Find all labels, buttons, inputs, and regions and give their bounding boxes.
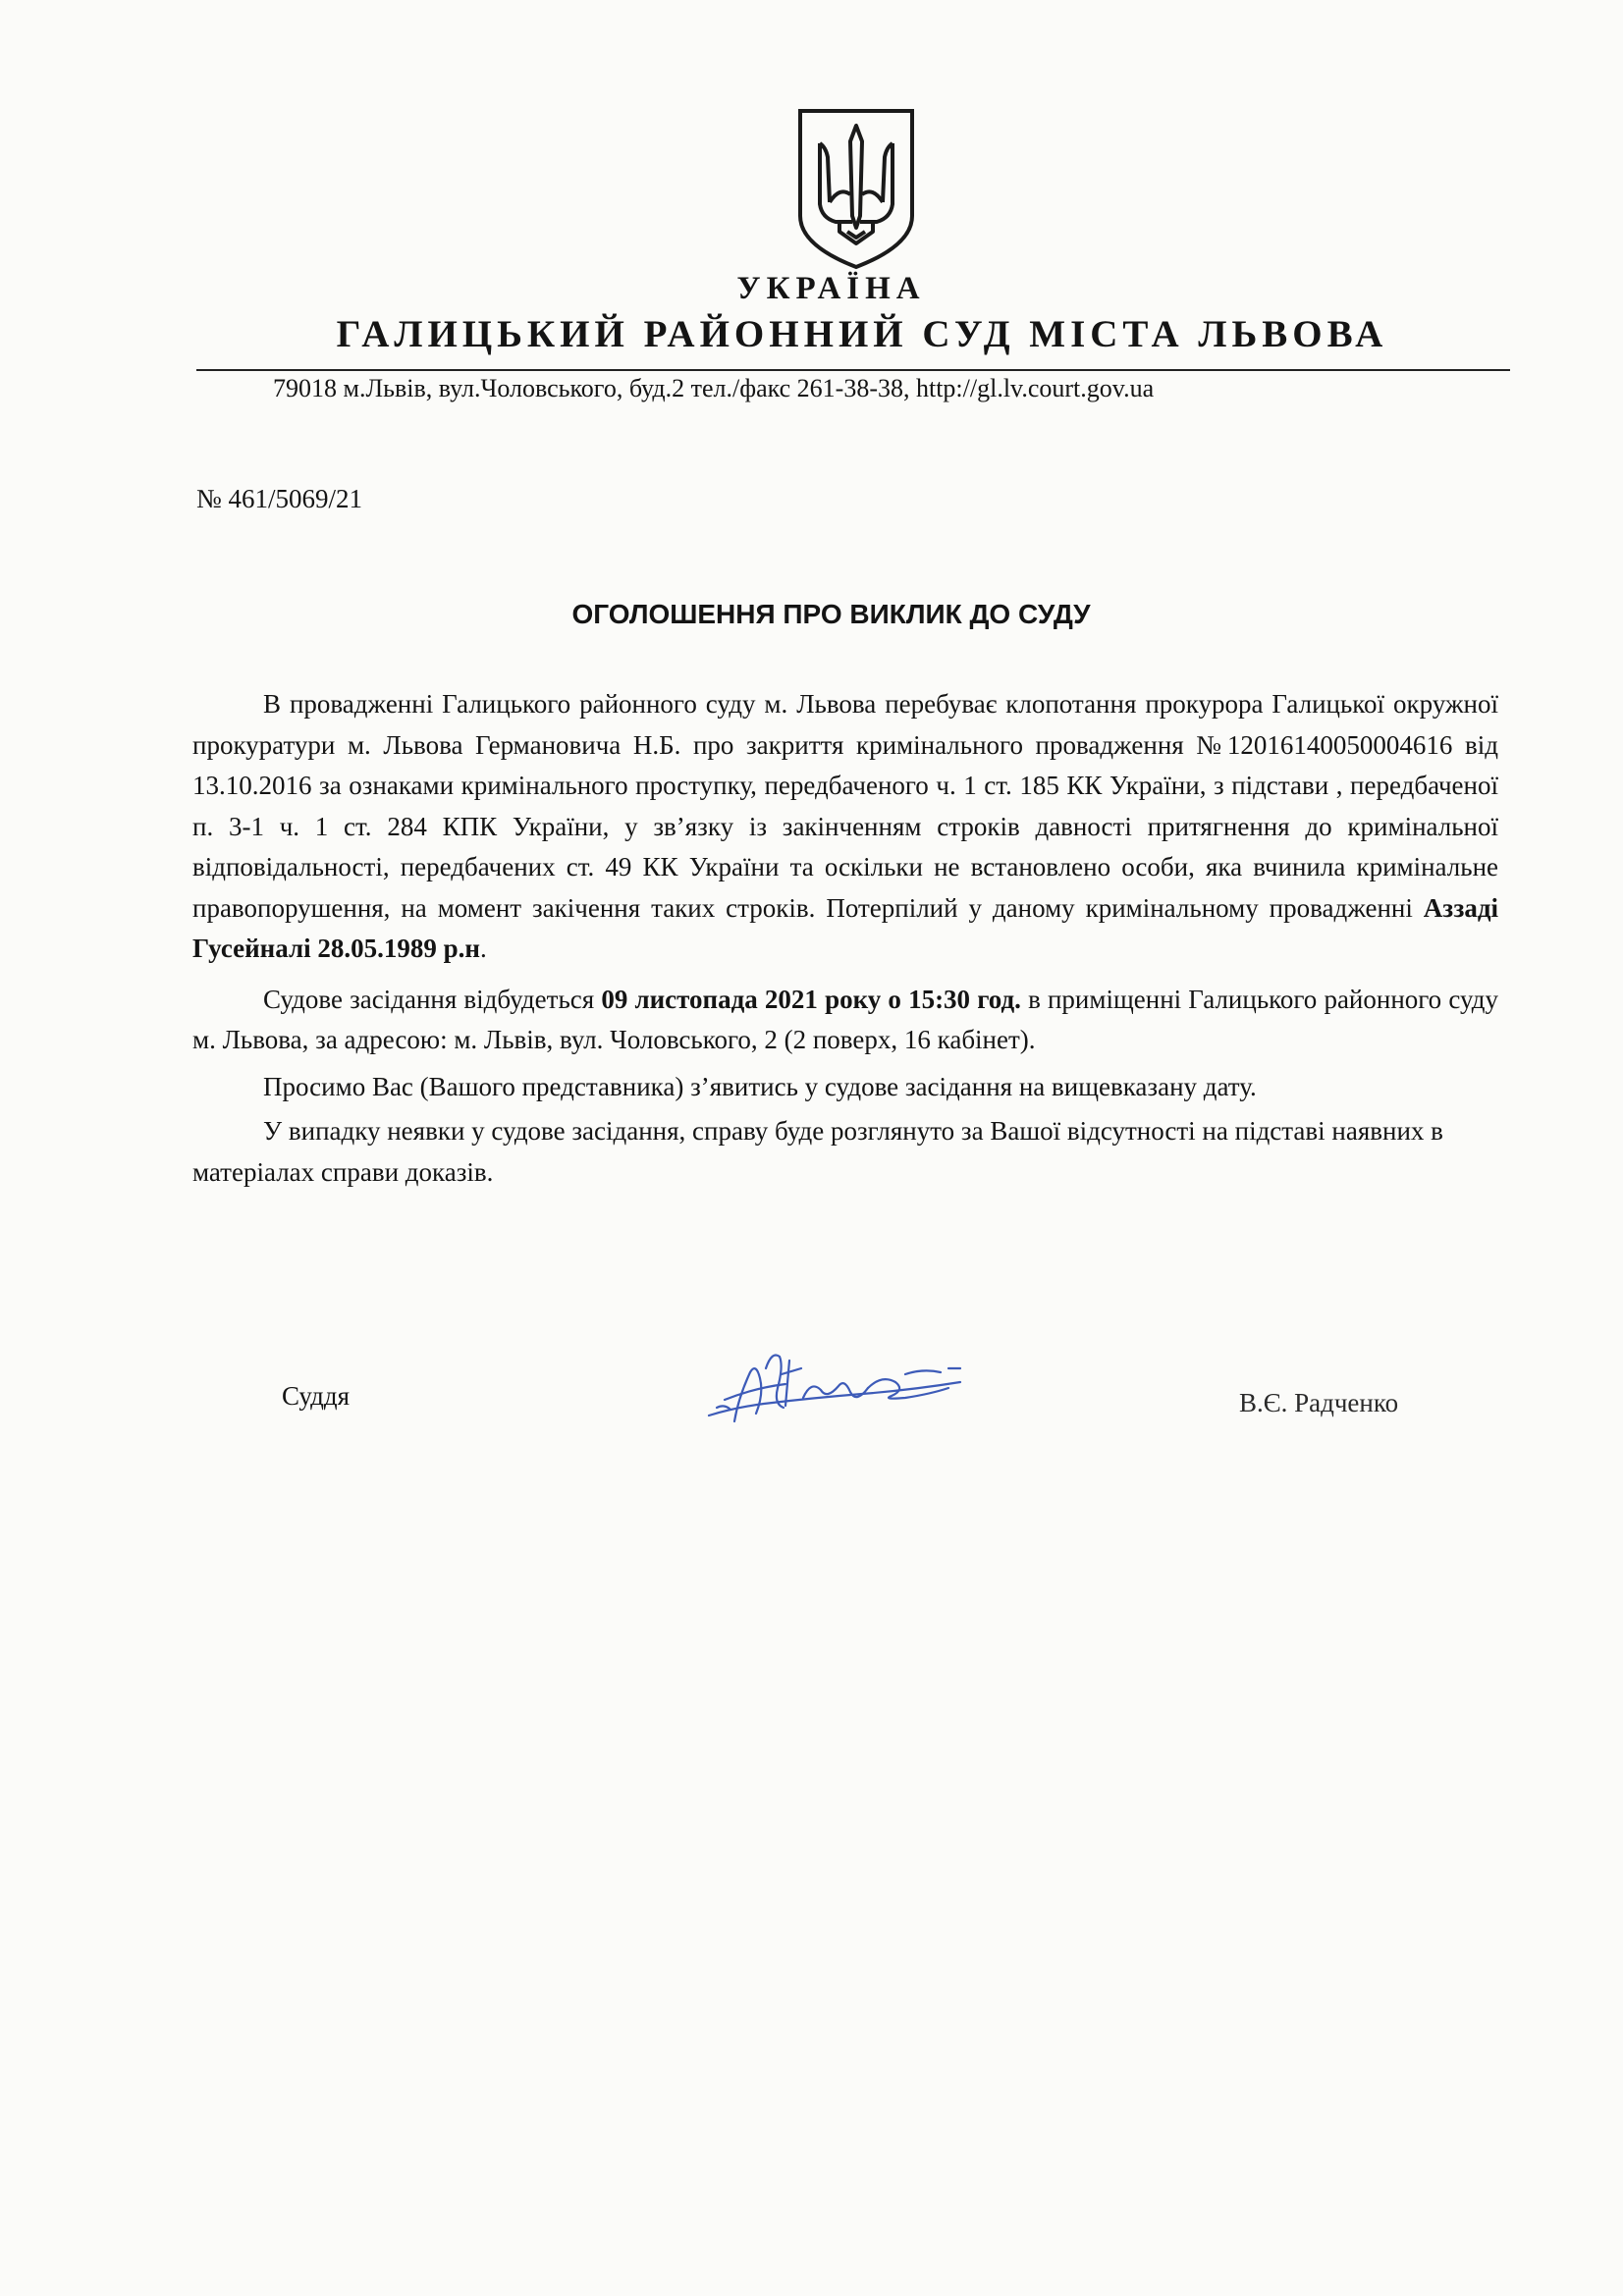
paragraph-absence: У випадку неявки у судове засідання, справу буде розглянуто за Вашої відсутності на підставі наявних в матеріалах справи доказів. (192, 1116, 1443, 1187)
hearing-location: в приміщенні Галицького районного суду м. Львова, за адресою: м. Львів, вул. Чоловського, 2 (2 поверх, 16 кабінет). (192, 984, 1498, 1054)
handwritten-signature-icon (695, 1339, 980, 1429)
judge-label: Суддя (282, 1381, 351, 1411)
petition-text: В провадженні Галицького районного суду м. Львова перебуває клопотання прокурора Галицької окружної прокуратури м. Львова Германовича Н.Б. про закриття кримінального провадження №12016140050004616 від 13.10.2016 за ознаками кримінального проступку, передбаченого ч. 1 ст. 185 КК України, з підстави , передбаченої п. 3-1 ч. 1 ст. 284 КПК України, у зв’язку із закінченням строків давності притягнення до кримінальної відповідальності, передбачених ст. 49 КК України та оскільки не встановлено особи, яка вчинила кримінальне правопорушення, на момент закічення таких строків. Потерпілий у даному кримінальному провадженні (192, 689, 1498, 923)
paragraph-petition (192, 684, 1498, 970)
case-number: № 461/5069/21 (196, 484, 363, 513)
hearing-intro: Судове засідання відбудеться (263, 984, 602, 1014)
country-name: УКРАЇНА (736, 271, 926, 306)
paragraph-request: Просимо Вас (Вашого представника) з’явитись у судове засідання на вищевказану дату. (263, 1071, 1257, 1101)
trident-coat-of-arms-icon (796, 108, 916, 270)
court-address: 79018 м.Львів, вул.Чоловського, буд.2 тел./факс 261-38-38, http://gl.lv.court.gov.ua (273, 374, 1155, 402)
document-title: ОГОЛОШЕННЯ ПРО ВИКЛИК ДО СУДУ (571, 599, 1091, 629)
judge-name: В.Є. Радченко (1239, 1388, 1399, 1417)
victim-name: Аззаді Гусейналі 28.05.1989 р.н (192, 892, 1498, 963)
paragraph-hearing (192, 980, 1498, 1061)
court-name: ГАЛИЦЬКИЙ РАЙОННИЙ СУД МІСТА ЛЬВОВА (336, 313, 1388, 355)
header-divider (196, 369, 1510, 371)
notice-body (192, 684, 1498, 1193)
petition-end: . (479, 934, 487, 963)
hearing-datetime: 09 листопада 2021 року о 15:30 год. (601, 984, 1021, 1014)
